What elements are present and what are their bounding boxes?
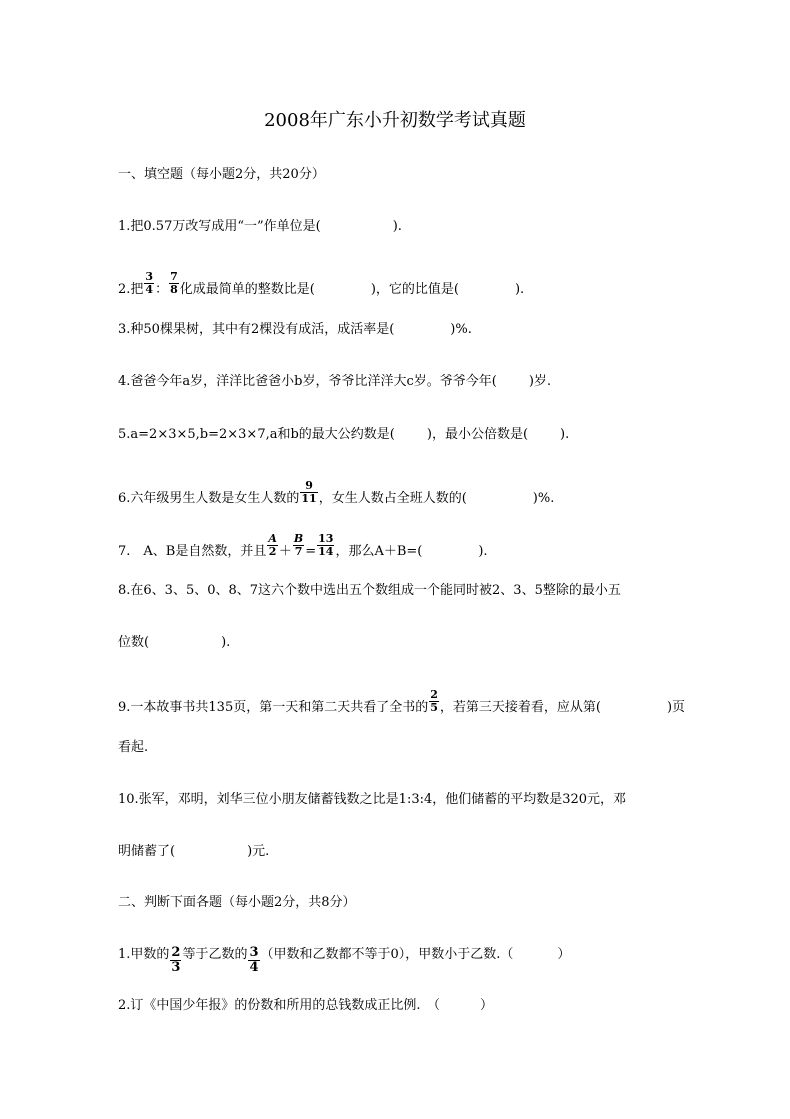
question-2-mid: 化成最简单的整数比是(	[179, 282, 315, 297]
question-5-text: 5.a=2×3×5,b=2×3×7,a和b的最大公约数是(	[118, 427, 395, 442]
question-3-tail: )%.	[450, 322, 472, 337]
question-3-text: 3.种50棵果树，其中有2棵没有成活，成活率是(	[118, 322, 395, 337]
question-9-prefix: 9.一本故事书共135页，第一天和第二天共看了全书的	[118, 700, 429, 715]
judgement-2-text: 2.订《中国少年报》的份数和所用的总钱数成正比例. （	[118, 998, 441, 1013]
question-3	[118, 321, 472, 339]
question-10-line-1: 10.张军，邓明，刘华三位小朋友储蓄钱数之比是1:3:4，他们储蓄的平均数是320元，邓	[118, 792, 627, 807]
question-7	[118, 532, 488, 564]
fraction-3-4-second: $\frac{3}{4}$	[249, 945, 259, 975]
judgement-2-tail: ）	[480, 998, 494, 1013]
question-5-mid: )，最小公倍数是(	[426, 427, 529, 442]
question-6	[118, 479, 555, 511]
question-2-colon: ：	[155, 282, 169, 297]
question-9-tail: )页	[666, 700, 686, 715]
page-title: 2008年广东小升初数学考试真题	[264, 110, 526, 131]
question-9-mid: ，若第三天接着看，应从第(	[439, 700, 601, 715]
question-5	[118, 426, 569, 444]
question-7-prefix: 7. A、B是自然数，并且	[118, 544, 267, 559]
judgement-1-rest: （甲数和乙数都不等于0），甲数小于乙数.（	[260, 947, 514, 962]
judgement-1-tail: ）	[557, 947, 571, 962]
question-1-text: 1.把0.57万改写成用“一”作单位是(	[118, 219, 321, 234]
question-5-tail: ).	[560, 427, 570, 442]
question-1-tail: ).	[392, 219, 402, 234]
question-9-line-2: 看起.	[118, 740, 149, 755]
question-7-equals: =	[305, 544, 317, 559]
judgement-1-mid: 等于乙数的	[182, 947, 248, 962]
question-2-tail: ).	[514, 282, 525, 297]
fraction-3-4: $\frac{3}{4}$	[145, 270, 154, 296]
fraction-2-5: $\frac{2}{5}$	[430, 688, 438, 714]
question-7-plus: ＋	[278, 544, 292, 559]
question-6-prefix: 6.六年级男生人数是女生人数的	[118, 491, 300, 506]
question-10-tail: )元.	[247, 844, 270, 859]
fraction-7-8: $\frac{7}{8}$	[170, 270, 178, 296]
question-2-mid2: )，它的比值是(	[370, 282, 459, 297]
question-2	[118, 270, 525, 302]
question-8-tail: ).	[221, 635, 231, 650]
question-1	[118, 218, 402, 236]
fraction-13-14: $\frac{13}{14}$	[318, 532, 334, 558]
question-8-line-2	[118, 634, 230, 652]
section-heading-fill-in: 一、填空题（每小题2分，共20分）	[118, 167, 325, 182]
question-9	[118, 688, 734, 720]
question-10-line-2	[118, 843, 269, 861]
question-2-prefix: 2.把	[118, 282, 144, 297]
judgement-2	[118, 997, 493, 1015]
question-7-mid: ，那么A＋B=(	[335, 544, 423, 559]
question-4	[118, 373, 551, 391]
fraction-a-2: $\frac{A}{2}$	[268, 532, 277, 558]
fraction-9-11: $\frac{9}{11}$	[301, 479, 317, 505]
judgement-1-prefix: 1.甲数的	[118, 947, 170, 962]
question-8-text: 位数(	[118, 635, 150, 650]
question-7-tail: ).	[478, 544, 488, 559]
section-heading-true-false: 二、判断下面各题（每小题2分，共8分）	[118, 895, 356, 910]
fraction-b-7: $\frac{B}{7}$	[293, 532, 304, 558]
judgement-1	[118, 940, 571, 975]
question-4-tail: )岁.	[528, 374, 552, 389]
question-6-tail: )%.	[532, 491, 555, 506]
question-8-line-1: 8.在6、3、5、0、8、7这六个数中选出五个数组成一个能同时被2、3、5整除的最小五	[118, 583, 621, 598]
question-10-text: 明储蓄了(	[118, 844, 176, 859]
question-4-text: 4.爸爸今年a岁，洋洋比爸爸小b岁，爷爷比洋洋大c岁。爷爷今年(	[118, 374, 497, 389]
fraction-2-3: $\frac{2}{3}$	[171, 945, 181, 975]
question-6-mid: ，女生人数占全班人数的(	[318, 491, 467, 506]
